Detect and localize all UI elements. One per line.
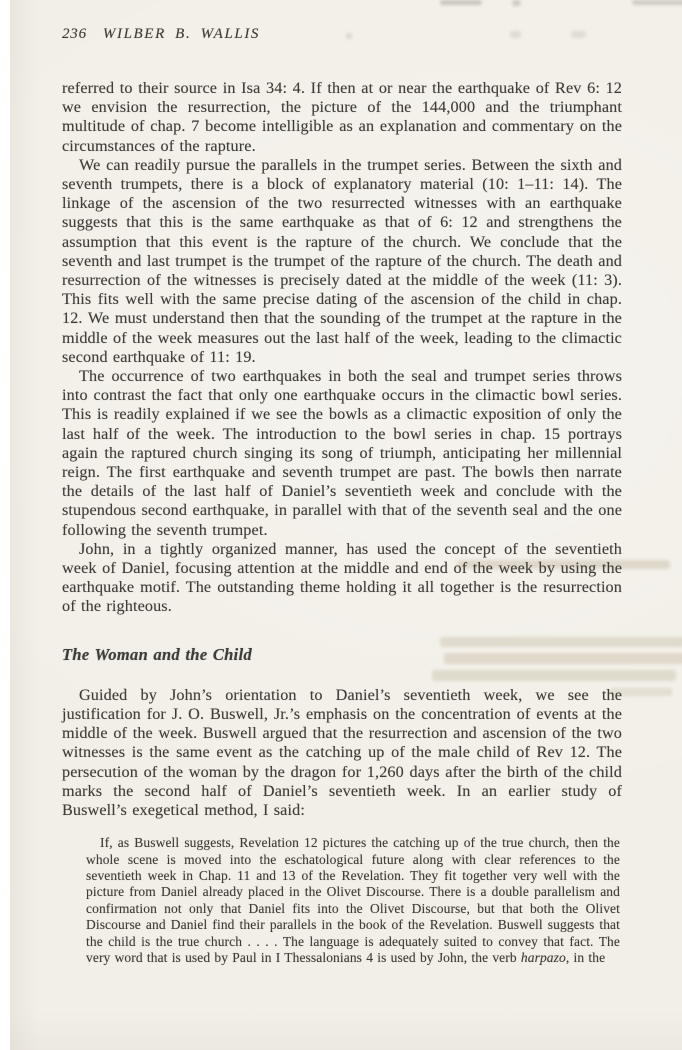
running-header	[62, 26, 622, 42]
paragraph: Guided by John’s orientation to Daniel’s seventieth week, we see the justification for J. O. Buswell, Jr.’s emphasis on the concentration of events at the middle of the week. Buswell argued that the resurrection and ascension of the two witnesses is the same event as the catching up of the male child of Rev 12. The persecution of the woman by the dragon for 1,260 days after the birth of the child marks the second half of Daniel’s seventieth week. In an earlier study of Buswell’s exegetical method, I said:	[62, 685, 622, 819]
running-header-author: WILBER B. WALLIS	[102, 26, 261, 42]
page-content	[62, 26, 622, 966]
paragraph: The occurrence of two earthquakes in both the seal and trumpet series throws into contrast the fact that only one earthquake occurs in the climactic bowl series. This is readily explained if we see the bowls as a climactic exposition of only the last half of the week. The introduction to the bowl series in chap. 15 portrays again the raptured church singing its song of triumph, anticipating her millennial reign. The first earthquake and seventh trumpet are past. The bowls then narrate the details of the last half of Daniel’s seventieth week and conclude with the stupendous second earthquake, in parallel with that of the seventh seal and the one following the seventh trumpet.	[62, 367, 622, 539]
scan-smudge-artifact	[512, 0, 521, 6]
paragraph-continued: referred to their source in Isa 34: 4. If then at or near the earthquake of Rev 6: 12 we envision the resurrection, the picture of the 144,000 and the triumphant multitude of chap. 7 become intelligible as an explanation and commentary on the circumstances of the rapture.	[62, 79, 622, 155]
page-edge	[0, 0, 10, 1050]
scan-smudge-artifact	[440, 0, 482, 5]
body-text	[62, 79, 622, 966]
paragraph: John, in a tightly organized manner, has used the concept of the seventieth week of Daniel, focusing attention at the middle and end of the week by using the earthquake motif. The outstanding theme holding it all together is the resurrection of the righteous.	[62, 539, 622, 616]
quote-text: If, as Buswell suggests, Revelation 12 pictures the catching up of the true church, then the whole scene is moved into the eschatological future along with clear references to the seventieth week in Chap. 11 and 13 of the Revelation. They fit together very well with the picture from Daniel already placed in the Olivet Discourse. There is a double parallelism and confirmation not only that Daniel fits into the Olivet Discourse, but that both the Olivet Discourse and Daniel find their parallels in the book of the Revelation. Buswell suggests that the child is the true church . . . . The language is adequately suited to convey that fact. The very word that is used by Paul in I Thessalonians 4 is used by John, the verb	[86, 835, 620, 965]
scan-smudge-artifact	[632, 0, 682, 5]
quote-text: , in the	[565, 949, 606, 965]
block-quote	[86, 835, 620, 966]
paragraph: We can readily pursue the parallels in the trumpet series. Between the sixth and seventh trumpets, there is a block of explanatory material (10: 1–11: 14). The linkage of the ascension of the two resurrected witnesses with an earthquake suggests that this is the same earthquake as that of 6: 12 and strengthens the assumption that this event is the rapture of the church. We conclude that the seventh and last trumpet is the trumpet of the rapture of the church. The death and resurrection of the witnesses is precisely dated at the middle of the week (11: 3). This fits well with the same precise dating of the ascension of the child in chap. 12. We must understand then that the sounding of the trumpet at the rapture in the middle of the week measures out the last half of the week, leading to the climactic second earthquake of 11: 19.	[62, 155, 622, 366]
page-number: 236	[62, 26, 87, 42]
section-heading: The Woman and the Child	[62, 644, 252, 664]
italic-term: harpazo	[520, 949, 566, 965]
